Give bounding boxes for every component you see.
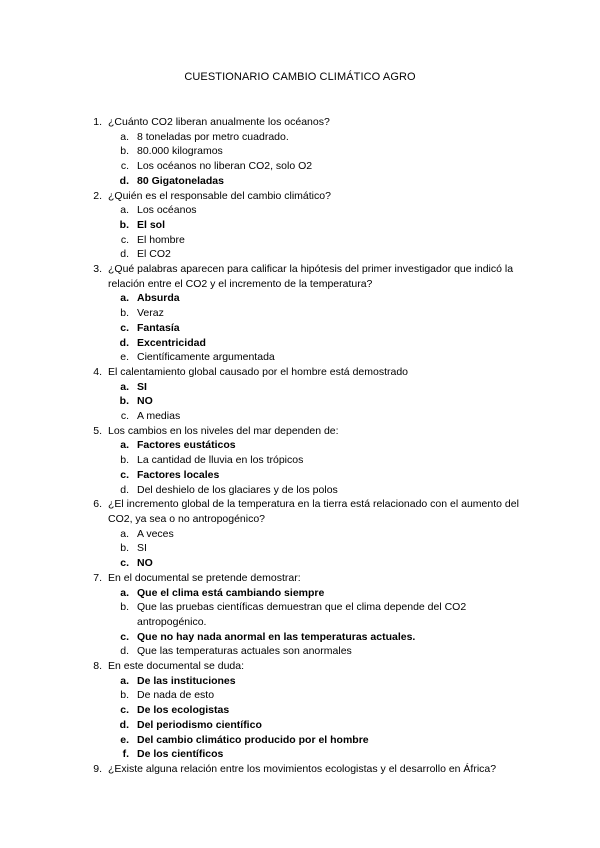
answer-option: [0, 483, 600, 498]
option-letter: a.: [120, 439, 129, 452]
option-letter: c.: [120, 704, 129, 717]
answer-options: [0, 380, 600, 424]
question-3: [0, 262, 600, 365]
answer-option: [0, 321, 600, 336]
answer-options: [0, 203, 600, 262]
option-text: NO: [137, 557, 153, 570]
question-8: [0, 659, 600, 762]
option-text: NO: [137, 395, 153, 408]
question-text: ¿Quién es el responsable del cambio climático?: [108, 189, 331, 202]
option-text: A medias: [137, 410, 181, 423]
option-text: Que no hay nada anormal en las temperaturas actuales.: [137, 630, 416, 643]
option-letter: a.: [120, 380, 129, 393]
answer-options: [0, 438, 600, 497]
answer-option: [0, 453, 600, 468]
question-list: [0, 115, 600, 777]
question-number: 1.: [93, 116, 102, 128]
option-text: Que las temperaturas actuales son anormales: [137, 645, 352, 658]
answer-option: [0, 527, 600, 542]
answer-option: [0, 733, 600, 748]
answer-option: [0, 541, 600, 556]
option-text: SI: [137, 542, 147, 555]
option-letter: a.: [120, 204, 129, 217]
option-text: Absurda: [137, 292, 180, 305]
option-letter: a.: [120, 527, 129, 540]
option-letter: c.: [120, 410, 129, 423]
question-text: Los cambios en los niveles del mar dependen de:: [108, 424, 339, 437]
option-text: La cantidad de lluvia en los trópicos: [137, 454, 304, 467]
option-letter: b.: [120, 689, 129, 702]
answer-option: [0, 291, 600, 306]
answer-option: [0, 438, 600, 453]
answer-options: [0, 527, 600, 571]
option-letter: b.: [119, 218, 129, 231]
question-text: ¿Existe alguna relación entre los movimientos ecologistas y el desarrollo en África?: [108, 762, 497, 775]
option-text: Científicamente argumentada: [137, 351, 275, 364]
answer-option: [0, 394, 600, 409]
question-7: [0, 571, 600, 659]
option-text: 80.000 kilogramos: [137, 145, 223, 158]
option-letter: e.: [120, 351, 129, 364]
answer-option: [0, 747, 600, 762]
option-letter: d.: [119, 336, 129, 349]
option-text: De nada de esto: [137, 689, 215, 702]
question-text: El calentamiento global causado por el hombre está demostrado: [108, 365, 409, 378]
option-text: Fantasía: [137, 321, 180, 334]
question-text: En este documental se duda:: [108, 660, 245, 673]
option-text: Los océanos no liberan CO2, solo O2: [137, 160, 313, 173]
option-text: 80 Gigatoneladas: [137, 174, 224, 187]
page-title: CUESTIONARIO CAMBIO CLIMÁTICO AGRO: [184, 71, 416, 83]
option-text: Que las pruebas científicas demuestran que el clima depende del CO2 antropogénico.: [137, 601, 467, 628]
option-letter: b.: [120, 307, 129, 320]
option-text: A veces: [137, 527, 174, 540]
answer-option: [0, 350, 600, 365]
option-text: El hombre: [137, 233, 185, 246]
option-text: Del deshielo de los glaciares y de los polos: [137, 483, 338, 496]
option-text: Del periodismo científico: [137, 718, 262, 731]
option-letter: c.: [120, 321, 129, 334]
option-letter: d.: [120, 645, 129, 658]
question-1: [0, 115, 600, 189]
option-text: Del cambio climático producido por el hombre: [137, 733, 369, 746]
option-letter: a.: [120, 674, 129, 687]
question-number: 4.: [93, 365, 102, 378]
answer-option: [0, 159, 600, 174]
answer-options: [0, 586, 600, 660]
answer-options: [0, 674, 600, 762]
option-letter: a.: [120, 586, 129, 599]
answer-option: [0, 144, 600, 159]
option-letter: d.: [120, 483, 129, 496]
answer-option: [0, 674, 600, 689]
question-2: [0, 189, 600, 263]
answer-option: [0, 336, 600, 351]
question-6: [0, 497, 600, 571]
option-letter: b.: [120, 601, 129, 614]
answer-option: [0, 409, 600, 424]
answer-option: [0, 688, 600, 703]
question-text: En el documental se pretende demostrar:: [108, 571, 301, 584]
option-letter: c.: [120, 468, 129, 481]
option-text: El CO2: [137, 248, 171, 261]
question-text: ¿El incremento global de la temperatura en la tierra está relacionado con el aumento del CO2, ya sea o no antropogénico?: [108, 498, 519, 525]
question-number: 2.: [93, 189, 102, 202]
option-text: De los ecologistas: [137, 704, 230, 717]
answer-option: [0, 718, 600, 733]
option-letter: b.: [120, 542, 129, 555]
option-text: SI: [137, 380, 147, 393]
answer-options: [0, 130, 600, 189]
option-text: Factores locales: [137, 468, 220, 481]
option-text: De los científicos: [137, 748, 224, 761]
option-letter: c.: [120, 160, 129, 173]
answer-option: [0, 218, 600, 233]
option-letter: d.: [119, 718, 129, 731]
option-letter: a.: [120, 130, 129, 143]
option-text: Factores eustáticos: [137, 439, 236, 452]
option-text: Excentricidad: [137, 336, 206, 349]
question-number: 8.: [93, 660, 102, 673]
option-letter: d.: [119, 174, 129, 187]
option-letter: f.: [122, 748, 129, 761]
option-text: De las instituciones: [137, 674, 236, 687]
answer-option: [0, 380, 600, 395]
question-4: [0, 365, 600, 424]
question-number: 7.: [93, 571, 102, 584]
answer-option: [0, 703, 600, 718]
option-letter: b.: [120, 454, 129, 467]
question-number: 6.: [93, 498, 102, 511]
answer-option: [0, 130, 600, 145]
option-letter: b.: [120, 145, 129, 158]
option-letter: e.: [120, 733, 129, 746]
answer-option: [0, 233, 600, 248]
option-letter: c.: [120, 233, 129, 246]
question-9: [0, 762, 600, 777]
option-text: Los océanos: [137, 204, 197, 217]
option-letter: d.: [120, 248, 129, 261]
option-letter: a.: [120, 292, 129, 305]
option-letter: c.: [120, 630, 129, 643]
option-text: El sol: [137, 218, 166, 231]
answer-option: [0, 600, 600, 629]
question-number: 9.: [93, 762, 102, 775]
option-text: Veraz: [137, 307, 164, 320]
question-text: ¿Qué palabras aparecen para calificar la hipótesis del primer investigador que indicó la relación entre el CO2 y el incremento de la temperatura?: [108, 263, 514, 290]
option-text: Que el clima está cambiando siempre: [137, 586, 325, 599]
answer-option: [0, 586, 600, 601]
option-text: 8 toneladas por metro cuadrado.: [137, 130, 289, 143]
answer-option: [0, 468, 600, 483]
option-letter: c.: [120, 557, 129, 570]
answer-option: [0, 203, 600, 218]
option-letter: b.: [119, 395, 129, 408]
question-5: [0, 424, 600, 498]
answer-option: [0, 174, 600, 189]
answer-option: [0, 247, 600, 262]
question-number: 5.: [93, 424, 102, 437]
answer-option: [0, 644, 600, 659]
question-text: ¿Cuánto CO2 liberan anualmente los océanos?: [108, 116, 330, 128]
answer-options: [0, 291, 600, 365]
answer-option: [0, 630, 600, 645]
answer-option: [0, 306, 600, 321]
question-number: 3.: [93, 263, 102, 276]
answer-option: [0, 556, 600, 571]
